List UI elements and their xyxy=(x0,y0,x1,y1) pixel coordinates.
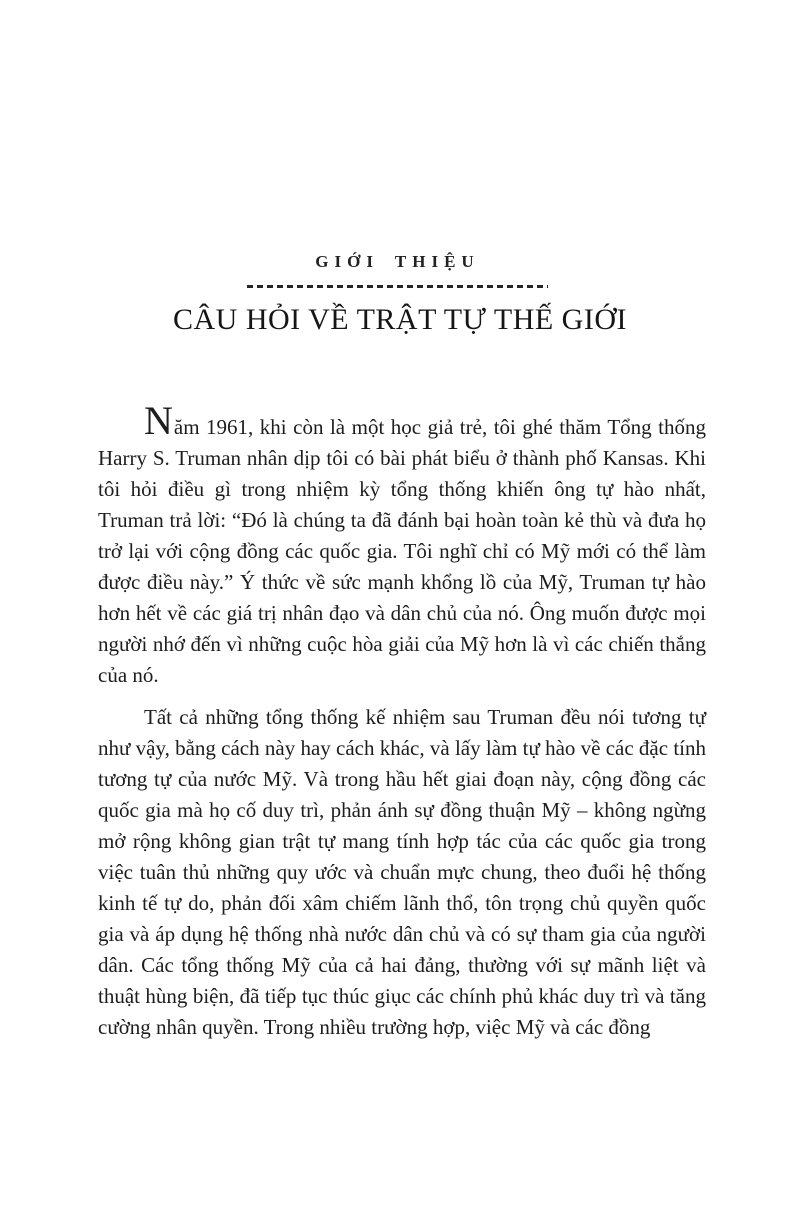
section-label: GIỚI THIỆU xyxy=(315,252,480,271)
body-text xyxy=(98,398,706,1043)
paragraph-text: ăm 1961, khi còn là một học giả trẻ, tôi ghé thăm Tổng thống Harry S. Truman nhân dịp tôi có bài phát biểu ở thành phố Kansas. Khi tôi hỏi điều gì trong nhiệm kỳ tổng thống khiến ông tự hào nhất, Truman trả lời: “Đó là chúng ta đã đánh bại hoàn toàn kẻ thù và đưa họ trở lại với cộng đồng các quốc gia. Tôi nghĩ chỉ có Mỹ mới có thể làm được điều này.” Ý thức về sức mạnh khổng lồ của Mỹ, Truman tự hào hơn hết về các giá trị nhân đạo và dân chủ của nó. Ông muốn được mọi người nhớ đến vì những cuộc hòa giải của Mỹ hơn là vì các chiến thắng của nó. xyxy=(98,415,706,687)
drop-cap-initial: N xyxy=(144,398,174,443)
paragraph xyxy=(98,398,706,691)
chapter-title: CÂU HỎI VỀ TRẬT TỰ THẾ GIỚI xyxy=(173,303,627,336)
paragraph xyxy=(98,702,706,1043)
section-divider-dashed-line xyxy=(247,285,548,288)
paragraph-text: Tất cả những tổng thống kế nhiệm sau Truman đều nói tương tự như vậy, bằng cách này hay cách khác, và lấy làm tự hào về các đặc tính tương tự của nước Mỹ. Và trong hầu hết giai đoạn này, cộng đồng các quốc gia mà họ cố duy trì, phản ánh sự đồng thuận Mỹ – không ngừng mở rộng không gian trật tự mang tính hợp tác của các quốc gia trong việc tuân thủ những quy ước và chuẩn mực chung, theo đuổi hệ thống kinh tế tự do, phản đối xâm chiếm lãnh thổ, tôn trọng chủ quyền quốc gia và áp dụng hệ thống nhà nước dân chủ và có sự tham gia của người dân. Các tổng thống Mỹ của cả hai đảng, thường với sự mãnh liệt và thuật hùng biện, đã tiếp tục thúc giục các chính phủ khác duy trì và tăng cường nhân quyền. Trong nhiều trường hợp, việc Mỹ và các đồng xyxy=(98,705,706,1039)
